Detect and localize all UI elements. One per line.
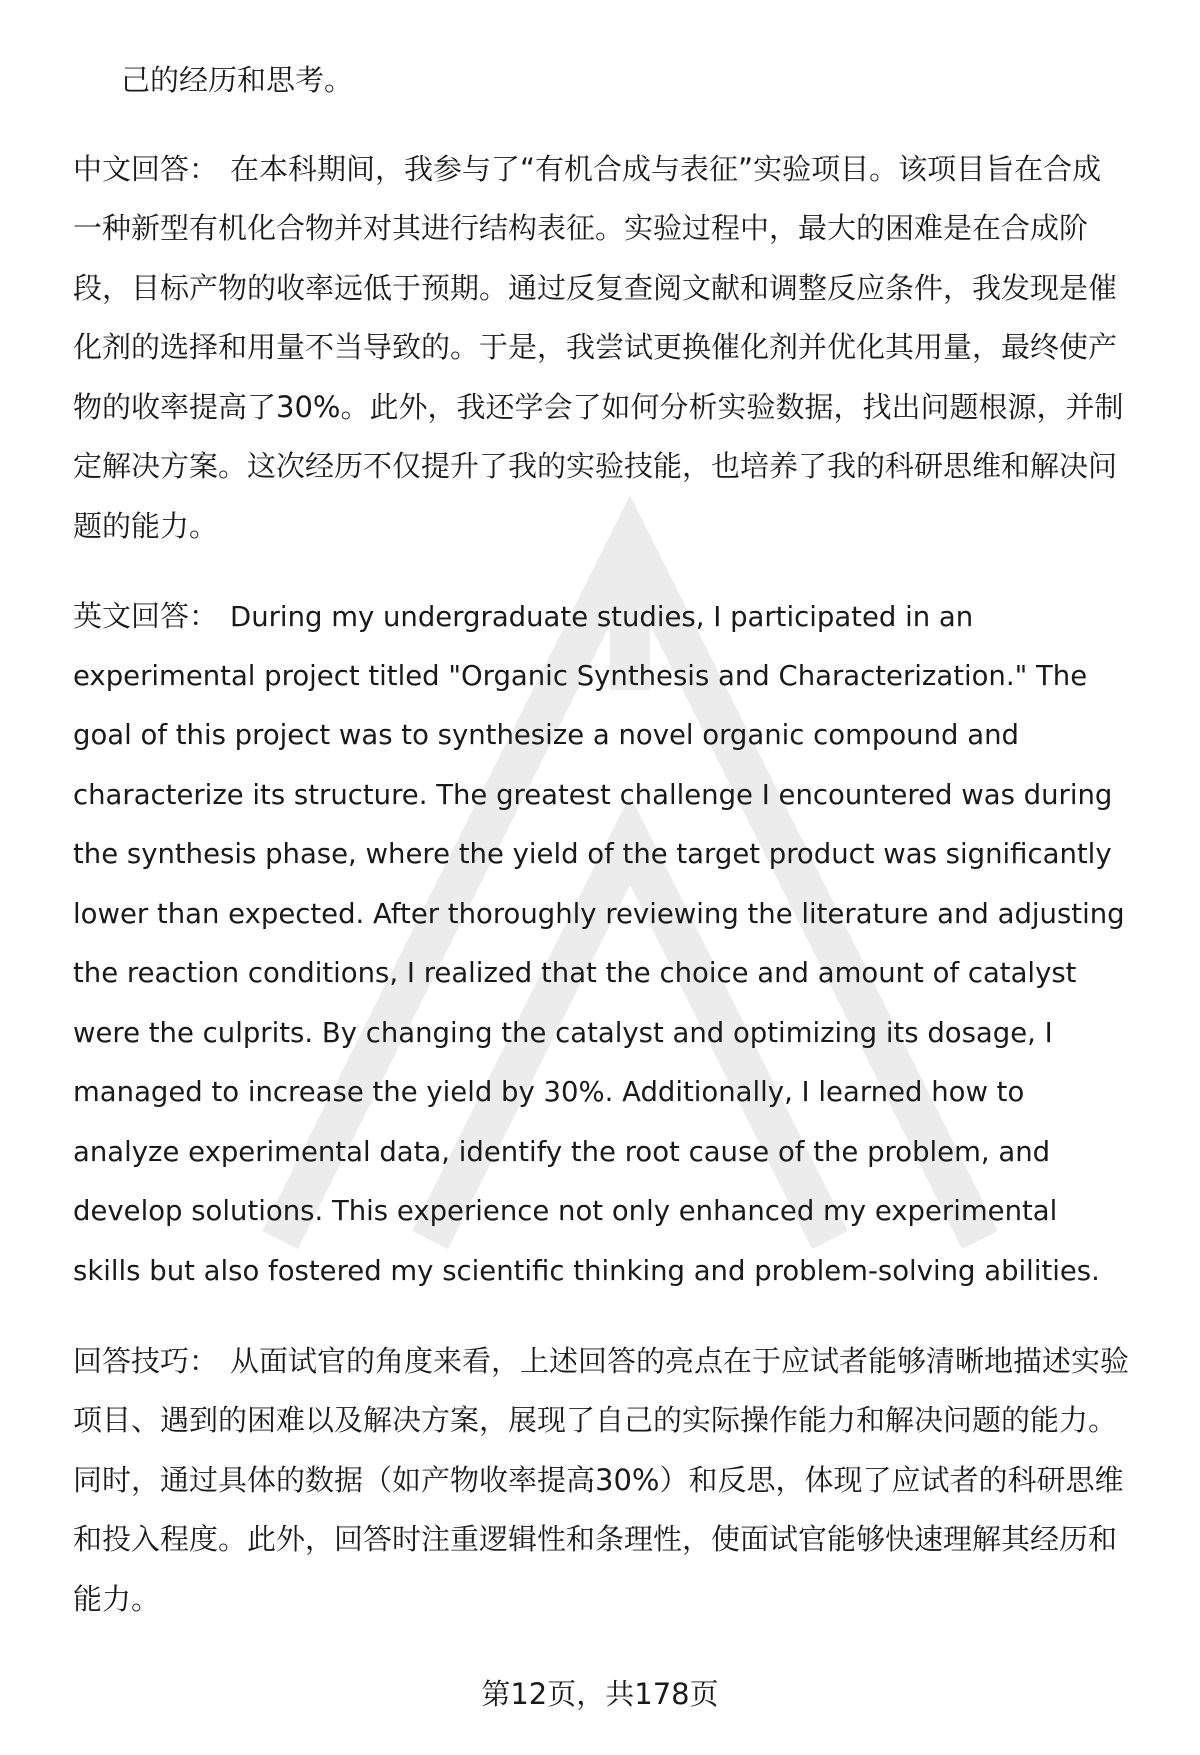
chinese-answer-text: 在本科期间，我参与了“有机合成与表征”实验项目。该项目旨在合成	[230, 152, 1102, 186]
english-answer-line: were the culprits. By changing the catalyst and optimizing its dosage, I	[73, 1017, 1053, 1049]
tips-line: 和投入程度。此外，回答时注重逻辑性和条理性，使面试官能够快速理解其经历和	[73, 1522, 1118, 1556]
chinese-answer-line: 化剂的选择和用量不当导致的。于是，我尝试更换催化剂并优化其用量，最终使产	[73, 330, 1118, 364]
tips-text: 从面试官的角度来看，上述回答的亮点在于应试者能够清晰地描述实验	[230, 1344, 1130, 1378]
english-answer-line: lower than expected. After thoroughly reviewing the literature and adjusting	[73, 898, 1125, 930]
english-answer-line: the reaction conditions, I realized that the choice and amount of catalyst	[73, 957, 1077, 989]
english-answer-line: analyze experimental data, identify the root cause of the problem, and	[73, 1136, 1051, 1168]
chinese-answer-line: 段，目标产物的收率远低于预期。通过反复查阅文献和调整反应条件，我发现是催	[73, 271, 1118, 305]
tips-line: 项目、遇到的困难以及解决方案，展现了自己的实际操作能力和解决问题的能力。	[73, 1403, 1118, 1437]
english-answer-line: skills but also fostered my scientific thinking and problem-solving abilities.	[73, 1255, 1100, 1287]
chinese-answer-line-1	[73, 149, 1101, 189]
chinese-answer-label: 中文回答：	[73, 152, 219, 186]
tips-line: 同时，通过具体的数据（如产物收率提高30%）和反思，体现了应试者的科研思维	[73, 1463, 1124, 1497]
english-answer-line: experimental project titled "Organic Synthesis and Characterization." The	[73, 660, 1088, 692]
tips-label: 回答技巧：	[73, 1344, 219, 1378]
english-answer-line: the synthesis phase, where the yield of the target product was significantly	[73, 838, 1112, 870]
chinese-answer-line: 题的能力。	[73, 509, 219, 543]
english-answer-line: goal of this project was to synthesize a novel organic compound and	[73, 719, 1019, 751]
intro-tail-text: 己的经历和思考。	[121, 63, 354, 97]
page-number: 第12页，共178页	[481, 1677, 719, 1711]
english-answer-line: characterize its structure. The greatest challenge I encountered was during	[73, 779, 1113, 811]
chinese-answer-line: 物的收率提高了30%。此外，我还学会了如何分析实验数据，找出问题根源，并制	[73, 390, 1124, 424]
tips-line: 能力。	[73, 1582, 161, 1616]
english-answer-line: develop solutions. This experience not only enhanced my experimental	[73, 1195, 1058, 1227]
english-answer-text: During my undergraduate studies, I participated in an	[230, 601, 974, 633]
chinese-answer-line: 一种新型有机化合物并对其进行结构表征。实验过程中，最大的困难是在合成阶	[73, 211, 1089, 245]
tips-line-1	[73, 1341, 1129, 1381]
english-answer-line: managed to increase the yield by 30%. Additionally, I learned how to	[73, 1076, 1025, 1108]
chinese-answer-line: 定解决方案。这次经历不仅提升了我的实验技能，也培养了我的科研思维和解决问	[73, 449, 1118, 483]
english-answer-line-1	[73, 596, 973, 637]
english-answer-label: 英文回答：	[73, 599, 219, 633]
